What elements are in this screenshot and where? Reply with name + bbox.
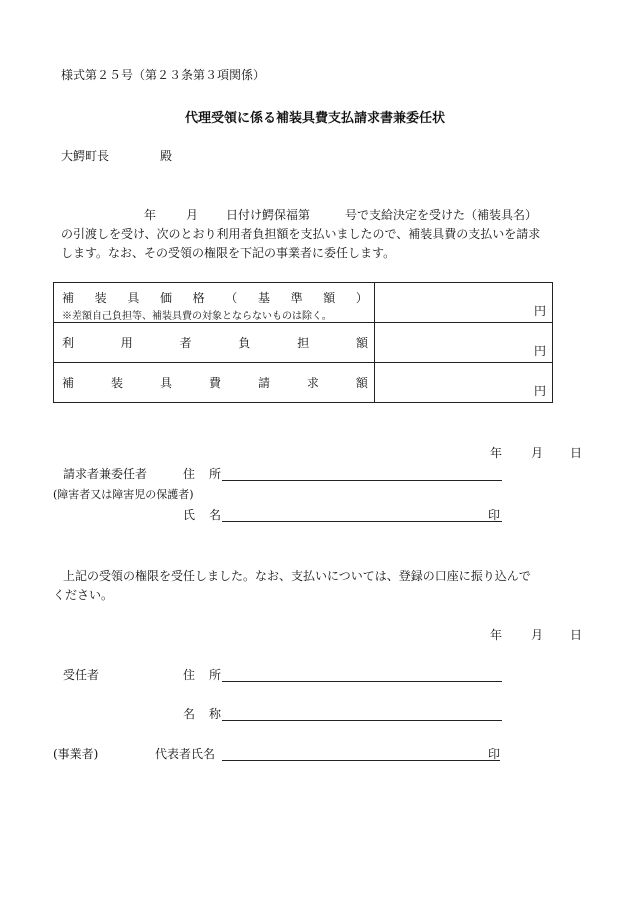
acceptance-line-2: ください。	[53, 588, 114, 602]
agent-address-field[interactable]	[222, 681, 502, 682]
claimant-seal-mark: 印	[488, 508, 501, 522]
agent-representative-field[interactable]	[222, 760, 500, 761]
standard-price-label-cell	[54, 283, 375, 323]
user-burden-value-cell	[375, 323, 553, 363]
form-number: 様式第２５号（第２３条第３項関係）	[61, 68, 266, 82]
table-row	[54, 363, 553, 403]
claimant-sub-role: (障害者又は障害児の保護者)	[53, 488, 194, 501]
agent-name-label: 名 称	[183, 707, 222, 721]
standard-price-value-cell	[375, 283, 553, 323]
agent-representative-label: 代表者氏名	[155, 747, 216, 761]
agent-name-field[interactable]	[222, 720, 502, 721]
standard-price-label: 補 装 具 価 格 （ 基 準 額 ）	[62, 291, 368, 305]
addressee-name: 大鰐町長	[61, 149, 110, 163]
acceptance-line-1: 上記の受領の権限を受任しました。なお、支払いについては、登録の口座に振り込んで	[63, 569, 531, 583]
yen-unit: 円	[533, 384, 546, 398]
claim-amount-value-cell	[375, 363, 553, 403]
standard-price-note: ※差額自己負担等、補装具費の対象とならないものは除く。	[62, 311, 332, 322]
yen-unit: 円	[533, 304, 546, 318]
claimant-name-label: 氏 名	[183, 508, 222, 522]
agent-address-label: 住 所	[183, 668, 222, 682]
claim-amount-label: 補 装 具 費 請 求 額	[62, 376, 368, 390]
table-row	[54, 283, 553, 323]
fee-table	[53, 282, 553, 403]
addressee-honorific: 殿	[160, 149, 173, 163]
body-month-label: 月	[186, 208, 199, 222]
claimant-role: 請求者兼委任者	[63, 467, 148, 481]
table-row	[54, 323, 553, 363]
claimant-address-label: 住 所	[183, 467, 222, 481]
user-burden-label: 利 用 者 負 担 額	[62, 336, 368, 350]
user-burden-label-cell	[54, 323, 375, 363]
agent-date-day-label: 日	[570, 628, 583, 642]
agent-role: 受任者	[63, 668, 100, 682]
agent-business-label: (事業者)	[53, 747, 99, 761]
body-line-2: の引渡しを受け、次のとおり利用者負担額を支払いましたので、補装具費の支払いを請求	[61, 227, 541, 241]
claimant-address-field[interactable]	[222, 480, 502, 481]
agent-date-month-label: 月	[531, 628, 544, 642]
date-day-label: 日	[570, 446, 583, 460]
body-line-3: します。なお、その受領の権限を下記の事業者に委任します。	[61, 246, 396, 260]
date-year-label: 年	[490, 446, 503, 460]
page-title: 代理受領に係る補装具費支払請求書兼委任状	[184, 111, 445, 126]
body-decision-text: 号で支給決定を受けた（補装具名）	[345, 208, 538, 222]
claim-amount-label-cell	[54, 363, 375, 403]
agent-seal-mark: 印	[488, 747, 501, 761]
body-decision-number-label: 日付け鰐保福第	[226, 208, 311, 222]
body-year-label: 年	[144, 208, 157, 222]
date-month-label: 月	[531, 446, 544, 460]
agent-date-year-label: 年	[490, 628, 503, 642]
yen-unit: 円	[533, 344, 546, 358]
claimant-name-field[interactable]	[222, 521, 502, 522]
